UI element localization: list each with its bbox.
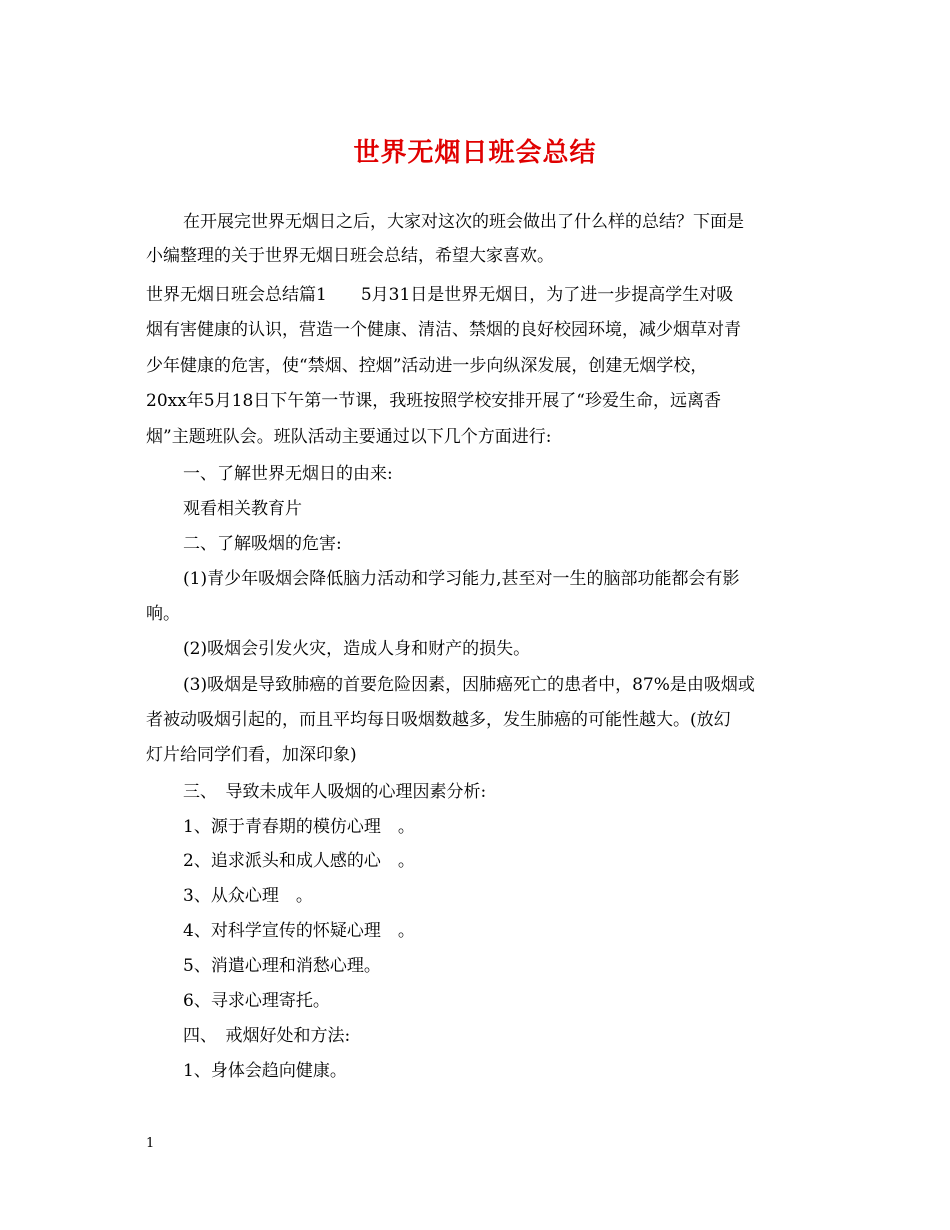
section-heading: 四、 戒烟好处和方法: <box>183 1026 351 1046</box>
paragraph-line: 观看相关教育片 <box>183 499 302 519</box>
section-heading: 一、了解世界无烟日的由来: <box>183 464 393 484</box>
list-item: 1、身体会趋向健康。 <box>183 1061 347 1081</box>
page-number: 1 <box>146 1136 155 1151</box>
list-item: 2、追求派头和成人感的心 。 <box>183 851 415 871</box>
list-item: 3、从众心理 。 <box>183 886 313 906</box>
paragraph-line: 20xx年5月18日下午第一节课，我班按照学校安排开展了“珍爱生命，远离香 <box>146 391 721 411</box>
paragraph-line: 世界无烟日班会总结篇1 5月31日是世界无烟日，为了进一步提高学生对吸 <box>146 285 734 305</box>
section-heading: 二、了解吸烟的危害: <box>183 534 342 554</box>
paragraph-line: 在开展完世界无烟日之后，大家对这次的班会做出了什么样的总结？下面是 <box>183 212 744 232</box>
paragraph-line: 灯片给同学们看，加深印象) <box>146 745 357 765</box>
paragraph-line: 烟有害健康的认识，营造一个健康、清洁、禁烟的良好校园环境，减少烟草对青 <box>146 320 741 340</box>
list-item: 5、消遣心理和消愁心理。 <box>183 956 381 976</box>
paragraph-line: 者被动吸烟引起的，而且平均每日吸烟数越多，发生肺癌的可能性越大。(放幻 <box>146 710 731 730</box>
paragraph-line: (2)吸烟会引发火灾，造成人身和财产的损失。 <box>183 639 531 659</box>
paragraph-line: (3)吸烟是导致肺癌的首要危险因素，因肺癌死亡的患者中，87%是由吸烟或 <box>183 675 755 695</box>
paragraph-line: (1)青少年吸烟会降低脑力活动和学习能力,甚至对一生的脑部功能都会有影 <box>183 569 740 589</box>
paragraph-line: 小编整理的关于世界无烟日班会总结，希望大家喜欢。 <box>146 246 554 266</box>
section-heading: 三、 导致未成年人吸烟的心理因素分析: <box>183 782 487 802</box>
list-item: 4、对科学宣传的怀疑心理 。 <box>183 921 415 941</box>
list-item: 6、寻求心理寄托。 <box>183 991 330 1011</box>
list-item: 1、源于青春期的模仿心理 。 <box>183 817 415 837</box>
paragraph-line: 少年健康的危害，使“禁烟、控烟”活动进一步向纵深发展，创建无烟学校， <box>146 356 708 376</box>
document-title: 世界无烟日班会总结 <box>353 138 597 168</box>
paragraph-line: 响。 <box>146 604 180 624</box>
paragraph-line: 烟”主题班队会。班队活动主要通过以下几个方面进行: <box>146 427 552 447</box>
